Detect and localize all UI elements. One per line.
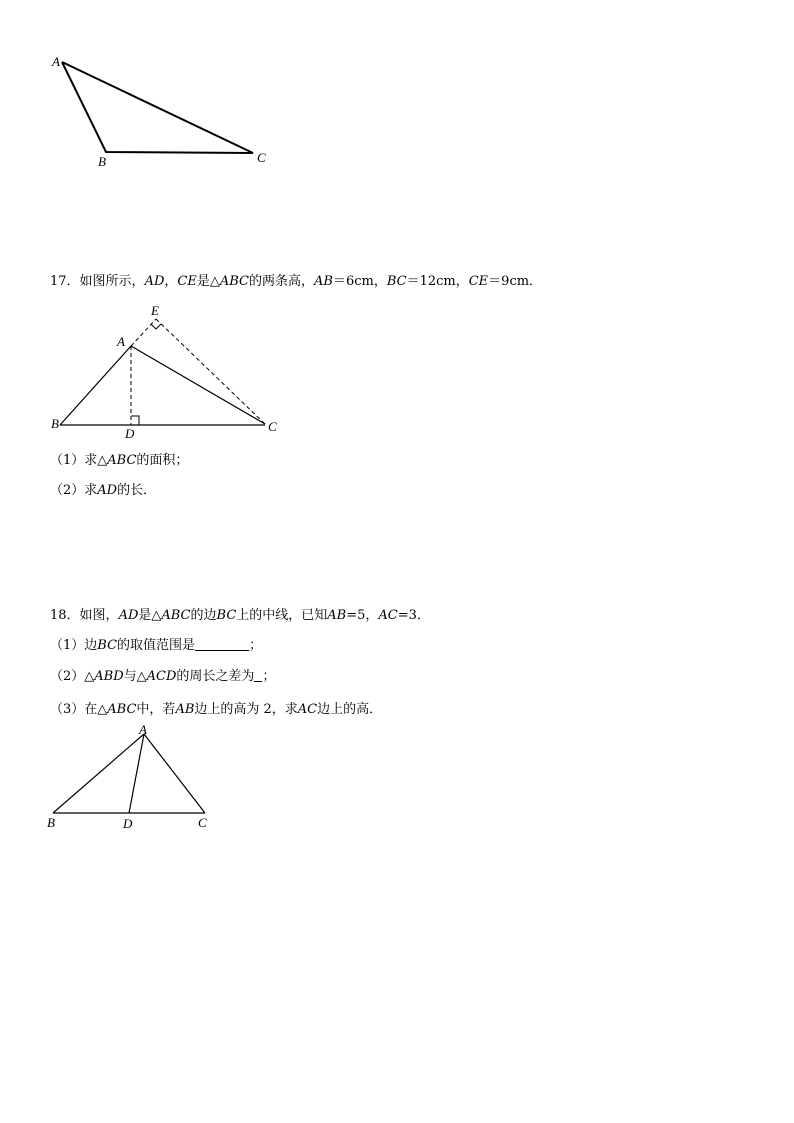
side-ab <box>60 346 131 425</box>
q18-number: 18． <box>50 608 80 623</box>
figure-q18 <box>40 722 230 837</box>
q17-number: 17． <box>50 274 80 289</box>
label-d: D <box>123 816 133 831</box>
label-c: C <box>268 419 277 434</box>
right-angle-e <box>151 324 161 329</box>
side-ac <box>144 734 205 813</box>
q18-part2: （2）△ABD与△ACD的周长之差为 ； <box>50 669 276 684</box>
q18-part3: （3）在△ABC中，若AB边上的高为 2，求AC边上的高． <box>50 702 383 717</box>
q17-part2: （2）求AD的长． <box>50 483 157 498</box>
label-b: B <box>51 416 59 431</box>
label-e: E <box>151 303 159 318</box>
right-angle-d <box>131 416 139 425</box>
label-b: B <box>98 154 106 169</box>
triangle-abc-outline <box>62 62 253 153</box>
label-b: B <box>47 815 55 830</box>
label-c: C <box>198 815 207 830</box>
figure-q17 <box>45 300 295 445</box>
q18-part1: （1）边BC的取值范围是 ； <box>50 638 263 653</box>
altitude-ce <box>156 319 265 424</box>
answer-blank-1 <box>195 638 249 651</box>
side-ab <box>53 734 144 813</box>
q17-part1: （1）求△ABC的面积； <box>50 453 189 468</box>
q17-stem: 17．如图所示，AD，CE是△ABC的两条高，AB＝6cm，BC＝12cm，CE＝9cm． <box>50 274 543 289</box>
label-a: A <box>117 334 125 349</box>
label-c: C <box>257 150 266 165</box>
figure-triangle-abc <box>40 48 280 173</box>
extension-ae <box>131 319 156 346</box>
q18-stem: 18．如图，AD是△ABC的边BC上的中线，已知AB=5，AC=3． <box>50 608 430 623</box>
label-a: A <box>139 722 147 737</box>
label-a: A <box>52 54 60 69</box>
side-ac <box>131 346 265 424</box>
label-d: D <box>125 426 135 441</box>
